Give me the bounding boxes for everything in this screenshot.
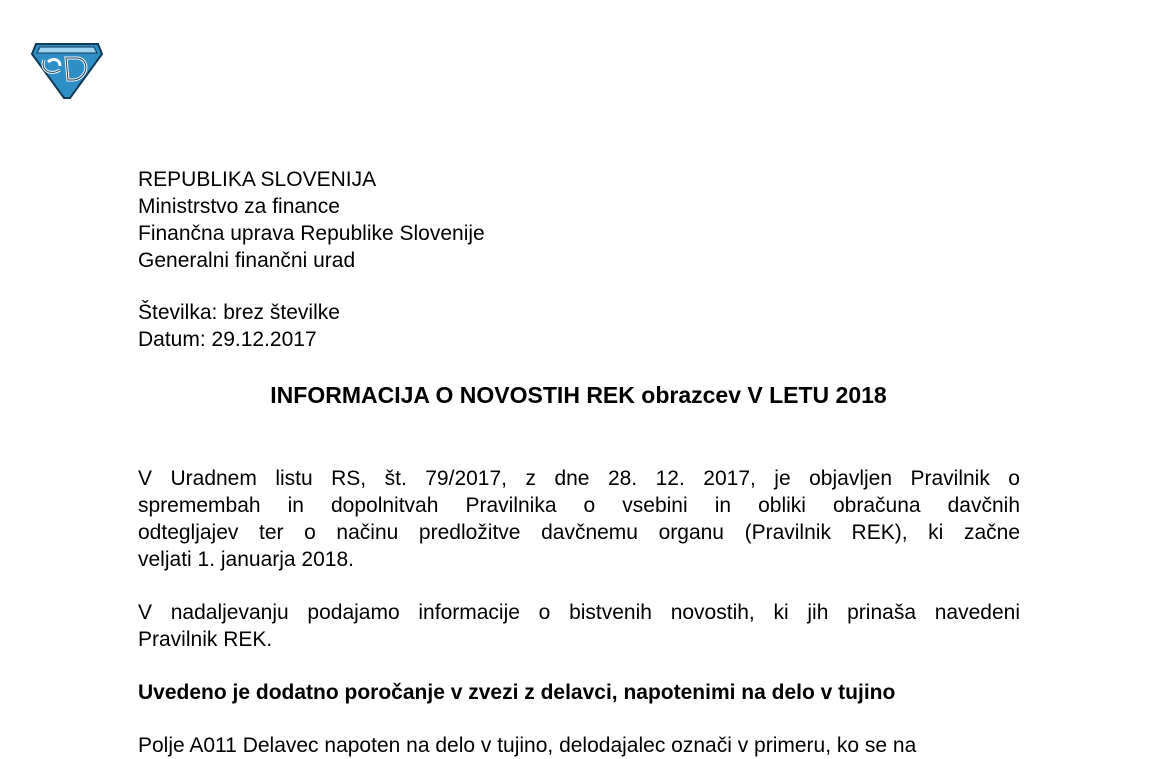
sender-ministry: Ministrstvo za finance — [138, 195, 340, 218]
section-heading: Uvedeno je dodatno poročanje v zvezi z delavci, napotenimi na delo v tujino — [138, 681, 896, 704]
paragraph-line: V nadaljevanju podajamo informacije o bistvenih novostih, ki jih prinaša navedeni — [138, 601, 1020, 624]
sender-block — [138, 166, 485, 274]
paragraph-line: spremembah in dopolnitvah Pravilnika o vsebini in obliki obračuna davčnih — [138, 494, 1020, 517]
sender-office: Generalni finančni urad — [138, 249, 356, 272]
sender-country: REPUBLIKA SLOVENIJA — [138, 168, 377, 191]
document-meta — [138, 299, 340, 353]
paragraph-line: Pravilnik REK. — [138, 628, 273, 651]
sender-administration: Finančna uprava Republike Slovenije — [138, 222, 485, 245]
paragraph-line: odtegljajev ter o načinu predložitve davčnemu organu (Pravilnik REK), ki začne — [138, 521, 1020, 544]
paragraph-line: veljati 1. januarja 2018. — [138, 548, 354, 571]
sd-logo-icon — [30, 40, 104, 100]
document-title: INFORMACIJA O NOVOSTIH REK obrazcev V LETU 2018 — [270, 382, 887, 408]
paragraph-novelties — [138, 599, 1020, 653]
paragraph-line: V Uradnem listu RS, št. 79/2017, z dne 28. 12. 2017, je objavljen Pravilnik o — [138, 467, 1020, 490]
document-number: Številka: brez številke — [138, 301, 340, 324]
document-date: Datum: 29.12.2017 — [138, 328, 317, 351]
cutoff-text-line: Polje A011 Delavec napoten na delo v tujino, delodajalec označi v primeru, ko se na — [138, 734, 917, 757]
paragraph-intro — [138, 465, 1020, 573]
